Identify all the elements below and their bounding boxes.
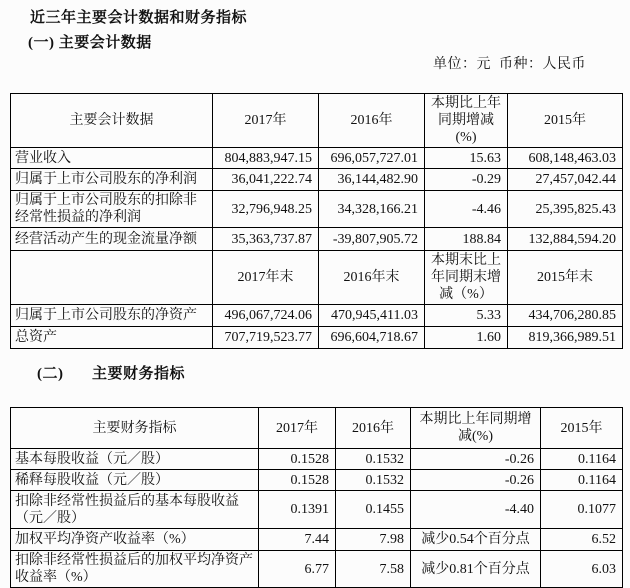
table-cell: 总资产 xyxy=(11,327,213,349)
table-cell: 经营活动产生的现金流量净额 xyxy=(11,228,213,251)
column-header: 2016年末 xyxy=(319,251,425,305)
table-cell: 基本每股收益（元／股） xyxy=(11,449,259,470)
column-header: 主要财务指标 xyxy=(11,408,259,449)
table-cell: 819,366,989.51 xyxy=(508,327,623,349)
table-cell: 加权平均净资产收益率（%） xyxy=(11,529,259,551)
table-cell: 0.1532 xyxy=(336,470,411,491)
column-header: 2017年 xyxy=(213,94,319,148)
table-cell: 减少0.81个百分点 xyxy=(411,551,541,588)
column-header: 2015年 xyxy=(541,408,623,449)
table-cell: 0.1077 xyxy=(541,491,623,529)
table-cell: 0.1455 xyxy=(336,491,411,529)
table-cell: -4.46 xyxy=(425,191,508,228)
main-financial-indicators-table xyxy=(10,407,623,588)
table-cell: 6.03 xyxy=(541,551,623,588)
table-cell: 434,706,280.85 xyxy=(508,305,623,327)
column-header: 主要会计数据 xyxy=(11,94,213,148)
table-row xyxy=(11,327,623,349)
section-heading-accounting-data: (一) 主要会计数据 xyxy=(28,35,152,51)
table-cell: 696,057,727.01 xyxy=(319,148,425,169)
table-row xyxy=(11,529,623,551)
table-row xyxy=(11,551,623,588)
table-cell: -0.29 xyxy=(425,169,508,191)
table-cell: 496,067,724.06 xyxy=(213,305,319,327)
table-cell: 0.1164 xyxy=(541,449,623,470)
table-cell: 27,457,042.44 xyxy=(508,169,623,191)
table-cell: 0.1528 xyxy=(259,449,336,470)
table-cell: 470,945,411.03 xyxy=(319,305,425,327)
unit-currency-note: 单位：元 币种：人民币 xyxy=(433,57,586,72)
column-header: 本期比上年同期增减(%) xyxy=(411,408,541,449)
table-cell: 608,148,463.03 xyxy=(508,148,623,169)
table-cell: 归属于上市公司股东的净资产 xyxy=(11,305,213,327)
table-cell: 15.63 xyxy=(425,148,508,169)
table-cell: 804,883,947.15 xyxy=(213,148,319,169)
header-row xyxy=(11,251,623,305)
table-cell: -0.26 xyxy=(411,449,541,470)
page-title: 近三年主要会计数据和财务指标 xyxy=(30,10,248,26)
table-row xyxy=(11,148,623,169)
table-row xyxy=(11,228,623,251)
table-cell: 0.1164 xyxy=(541,470,623,491)
column-header: 本期末比上年同期末增减（%） xyxy=(425,251,508,305)
table-cell: 6.77 xyxy=(259,551,336,588)
table-cell: 归属于上市公司股东的扣除非经常性损益的净利润 xyxy=(11,191,213,228)
table-cell: 5.33 xyxy=(425,305,508,327)
table-cell: 7.98 xyxy=(336,529,411,551)
column-header: 2016年 xyxy=(336,408,411,449)
table-cell: 扣除非经常性损益后的基本每股收益（元／股） xyxy=(11,491,259,529)
table-cell: 35,363,737.87 xyxy=(213,228,319,251)
table-row xyxy=(11,449,623,470)
table-cell: 0.1532 xyxy=(336,449,411,470)
table-cell: 188.84 xyxy=(425,228,508,251)
column-header: 2015年末 xyxy=(508,251,623,305)
column-header: 2017年末 xyxy=(213,251,319,305)
table-cell: -39,807,905.72 xyxy=(319,228,425,251)
table-row xyxy=(11,169,623,191)
table-cell: 32,796,948.25 xyxy=(213,191,319,228)
table-cell: 0.1528 xyxy=(259,470,336,491)
column-header: 2016年 xyxy=(319,94,425,148)
table-row xyxy=(11,305,623,327)
section-number-label: (二) xyxy=(37,366,64,382)
table-cell: 34,328,166.21 xyxy=(319,191,425,228)
header-row xyxy=(11,408,623,449)
header-row xyxy=(11,94,623,148)
table-cell: 707,719,523.77 xyxy=(213,327,319,349)
table-cell: 扣除非经常性损益后的加权平均净资产收益率（%） xyxy=(11,551,259,588)
table-cell: 132,884,594.20 xyxy=(508,228,623,251)
section-title-text: 主要财务指标 xyxy=(92,366,186,382)
table-cell: 7.58 xyxy=(336,551,411,588)
table-cell: 减少0.54个百分点 xyxy=(411,529,541,551)
column-header xyxy=(11,251,213,305)
column-header: 2017年 xyxy=(259,408,336,449)
table-cell: 0.1391 xyxy=(259,491,336,529)
table-row xyxy=(11,491,623,529)
table-cell: 7.44 xyxy=(259,529,336,551)
table-cell: 6.52 xyxy=(541,529,623,551)
column-header: 2015年 xyxy=(508,94,623,148)
table-row xyxy=(11,191,623,228)
table-cell: 营业收入 xyxy=(11,148,213,169)
table-cell: 归属于上市公司股东的净利润 xyxy=(11,169,213,191)
table-cell: 稀释每股收益（元／股） xyxy=(11,470,259,491)
main-accounting-data-table xyxy=(10,93,623,349)
column-header: 本期比上年同期增减(%) xyxy=(425,94,508,148)
table-cell: 36,041,222.74 xyxy=(213,169,319,191)
table-cell: 1.60 xyxy=(425,327,508,349)
table-cell: -0.26 xyxy=(411,470,541,491)
table-cell: 36,144,482.90 xyxy=(319,169,425,191)
table-cell: 25,395,825.43 xyxy=(508,191,623,228)
section-heading-financial-indicators xyxy=(37,362,185,383)
table-cell: 696,604,718.67 xyxy=(319,327,425,349)
table-row xyxy=(11,470,623,491)
table-cell: -4.40 xyxy=(411,491,541,529)
